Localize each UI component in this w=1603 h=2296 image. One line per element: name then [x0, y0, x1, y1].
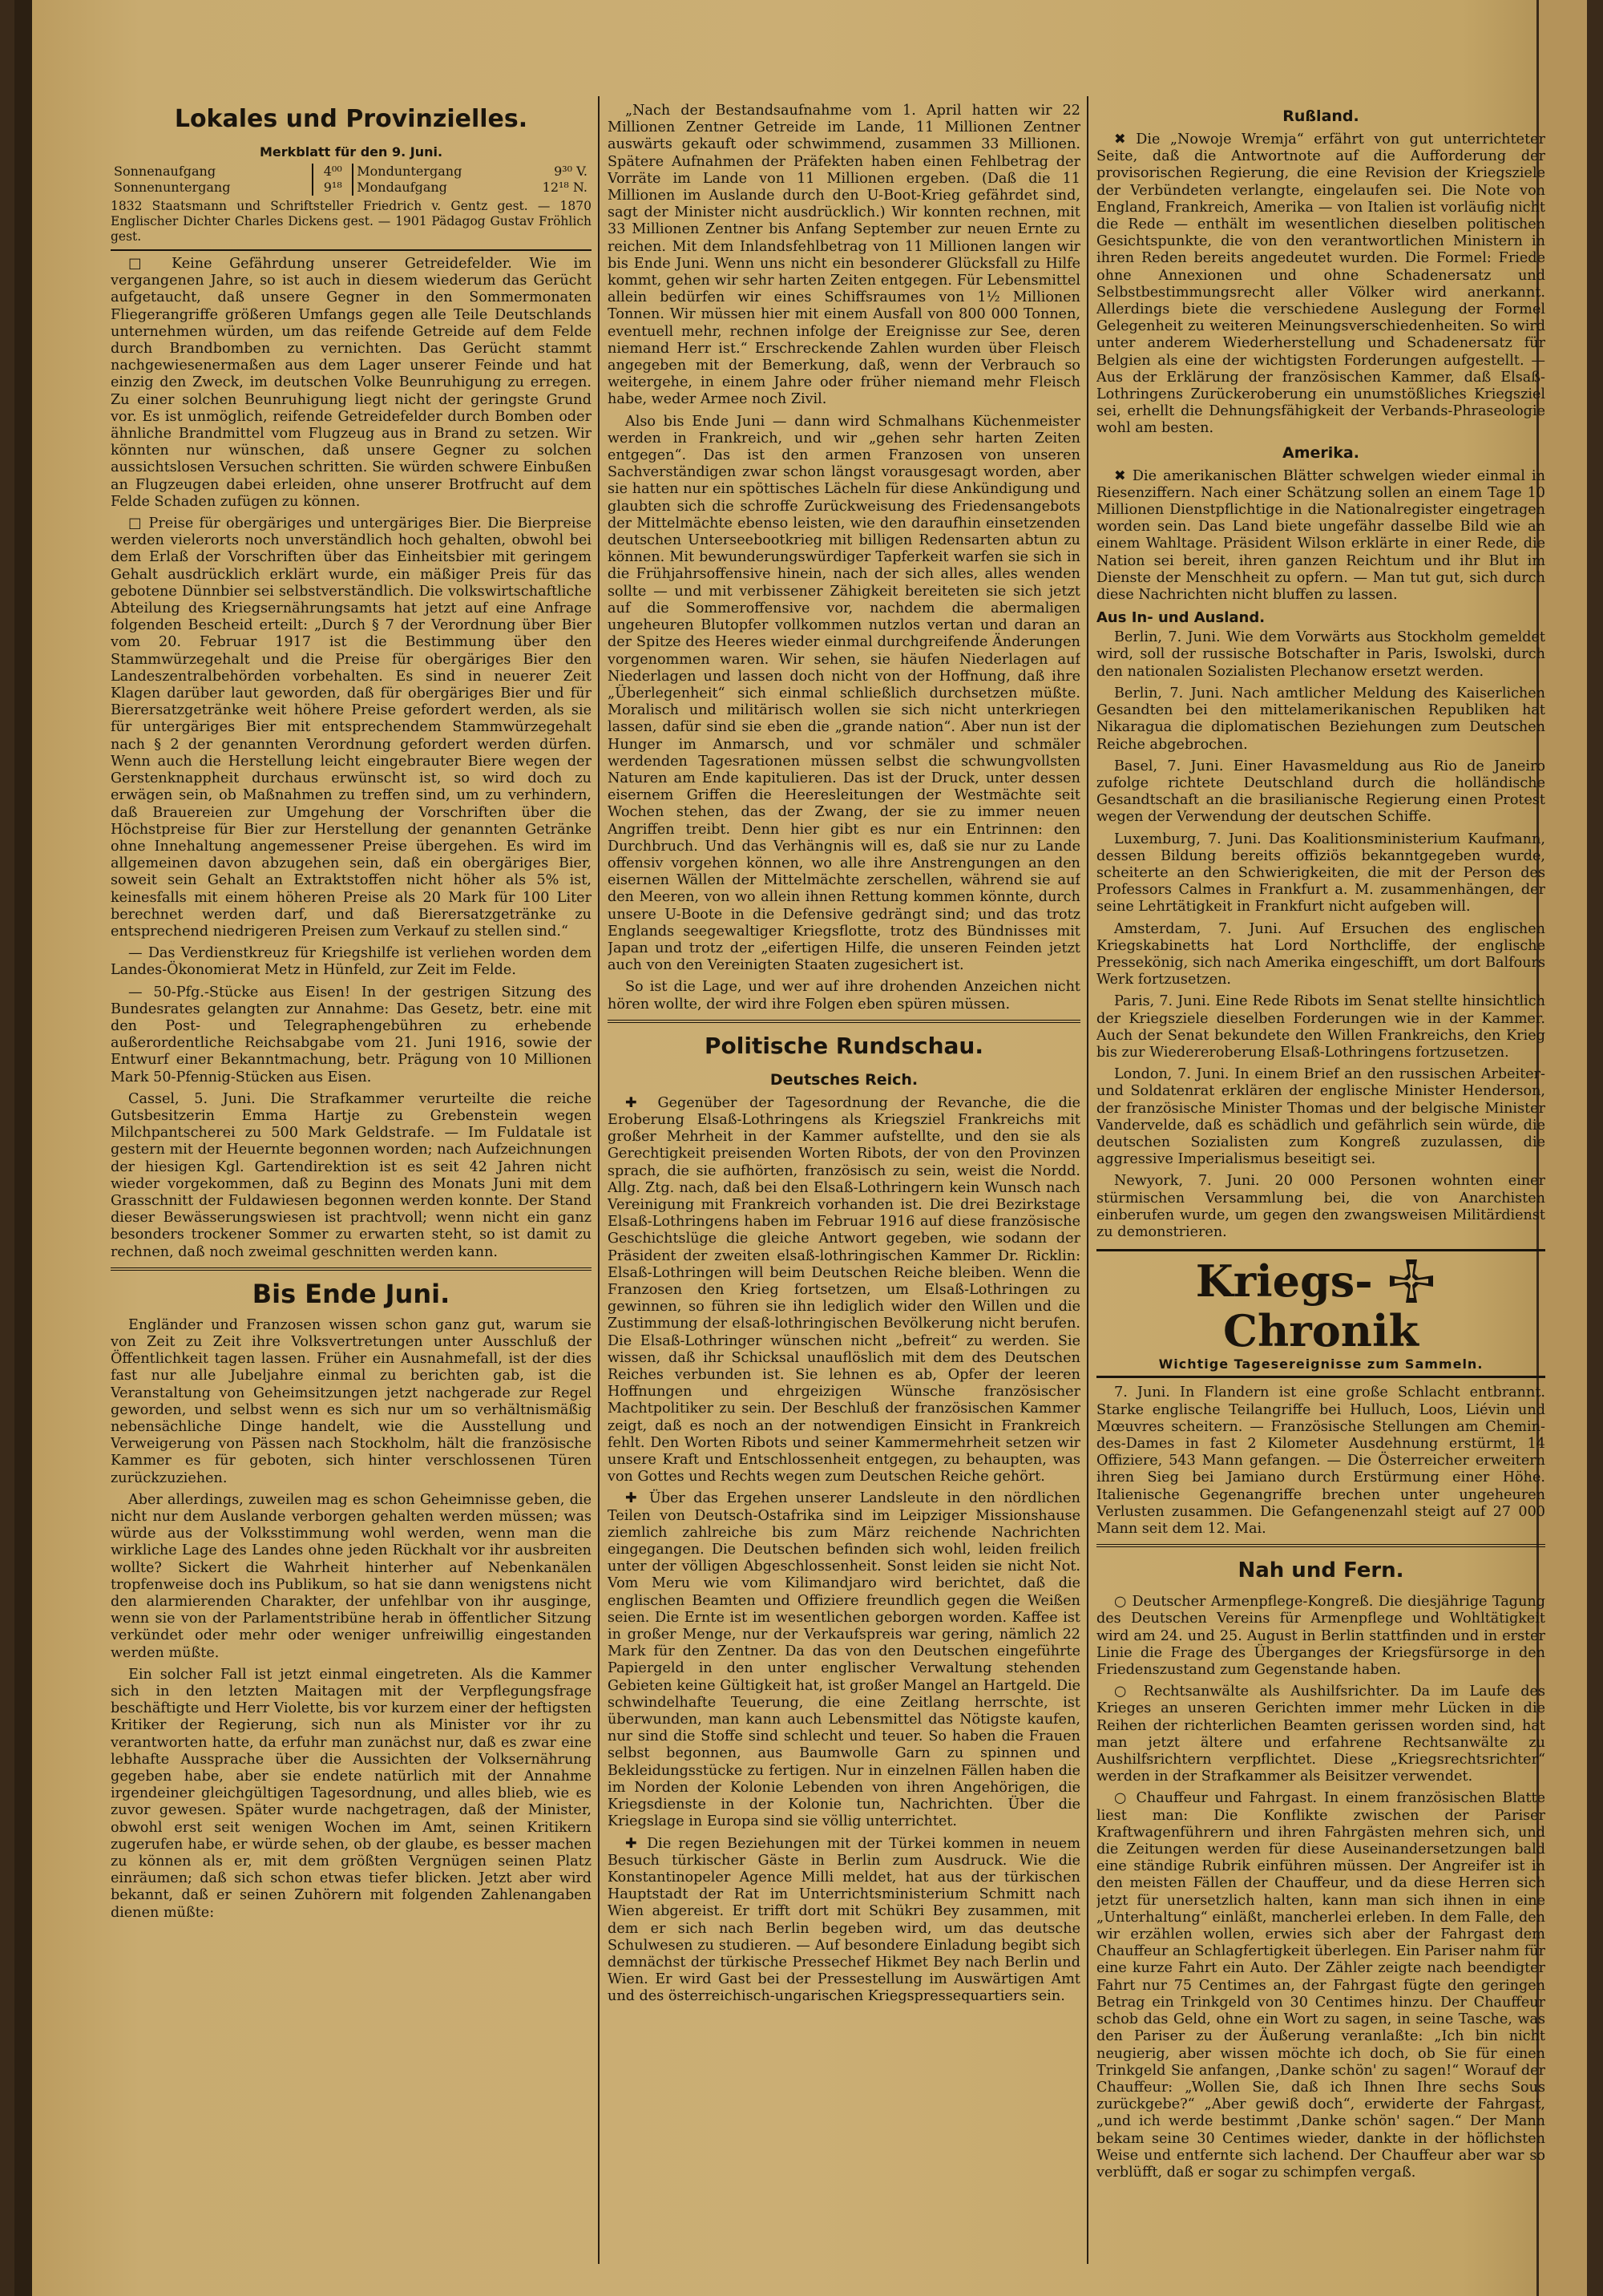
article-paragraph: ✚ Über das Ergehen unserer Landsleute in den nördlichen Teilen von Deutsch-Ostafrika sind im Leipziger Missionshause ziemlich zahlreiche bis zum März reichende Nachrichten eingegangen. Die Deutschen befinden sich wohl, leiden freilich unter der völligen Abgeschlossenheit. Sonst leiden sie nicht Not. Vom Meru wie vom Kilimandjaro wird berichtet, daß die englischen Beamten und Offiziere freundlich gegen die Weißen seien. Die Ernte ist im wesentlichen geborgen worden. Kaffee ist in großer Menge, nur der Verkaufspreis war gering, nämlich 22 Mark für den Zentner. Da das von den Deutschen eingeführte Papiergeld in den unter englischer Verwaltung stehenden Gebieten keine Gültigkeit hat, ist großer Mangel an Hartgeld. Die schwindelhafte Teuerung, die eine Zeitlang herrschte, ist überwunden, man kann auch Lebensmittel das Nötigste kaufen, nur sind die Stoffe sind schlecht und teuer. So haben die Frauen selbst begonnen, aus Baumwolle Garn zu spinnen und Bekleidungsstücke zu fertigen. Nur in einzelnen Fällen haben die im Norden der Kolonie Lebenden von ihren Angehörigen, die Kriegsdienste in der Kolonie tun, Nachrichten. Über die Kriegslage in Europa sind sie völlig unterrichtet. — [608, 1490, 1080, 1830]
section-title: Aus In- und Ausland. — [1096, 609, 1266, 627]
iron-cross-icon — [1388, 1258, 1435, 1304]
article-paragraph: ✖ Die „Nowoje Wremja“ erfährt von gut unterrichteter Seite, daß die Antwortnote auf die Aufforderung der provisorischen Regierung, die eine Revision der Kriegsziele der Verbündeten verlangte, eingelaufen sei. Die Note von England, Frankreich, Amerika — von Italien ist vorläufig nicht die Rede — enthält im wesentlichen dieselben politischen Gesichtspunkte, die von den verantwortlichen Ministern in ihren Reden bereits angedeutet wurden. Die Formel: Friede ohne Annexionen und ohne Schadenersatz und Selbstbestimmungsrecht aller Völker wird anerkannt. Allerdings biete die verschiedene Auslegung der Formel Gelegenheit zu weiteren Meinungsverschiedenheiten. So wird unter anderem Wiederherstellung und Schadenersatz für Belgien als eine der wichtigsten Forderungen aufgestellt. — Aus der Erklärung der französischen Kammer, daß Elsaß-Lothringens Zurückeroberung ein unumstößliches Kriegsziel sei, erhellt die Dehnungsfähigkeit der Verbands-Phraseologie wohl am besten. — [1096, 131, 1545, 437]
article-paragraph: ✚ Gegenüber der Tagesordnung der Revanche, die die Eroberung Elsaß-Lothringens als Kriegsziel Frankreichs mit großer Mehrheit in der Kammer aufstellte, und den sie als Gerechtigkeit preisenden Worten Ribots, der von den Provinzen sprach, die sie aufhörten, französisch zu sein, weist die Nordd. Allg. Ztg. nach, daß bei den Elsaß-Lothringern kein Wunsch nach Vereinigung mit Frankreich vorhanden ist. Die drei Bezirkstage Elsaß-Lothringens haben im Februar 1916 auf diese französische Geschichtslüge die gleiche Antwort gegeben, wie sodann der Präsident der zweiten elsaß-lothringischen Kammer Dr. Ricklin: Elsaß-Lothringen will beim Deutschen Reiche bleiben. Wenn die Franzosen den Krieg fortsetzen, um Elsaß-Lothringen zu gewinnen, so führen sie ihn lediglich wider den Willen und die Zustimmung der elsaß-lothringischen Bevölkerung nicht berufen. Die Elsaß-Lothringer wünschen nicht „befreit“ zu werden. Sie wissen, daß ihr Schicksal unauflöslich mit dem des Deutschen Reiches verbunden ist. Sie lehnen es ab, Opfer der leeren Hoffnungen und ehrgeizigen Wünsche französischer Machtpolitiker zu sein. Der Beschluß der französischen Kammer zeigt, daß es noch an der notwendigen Einsicht in Frankreich fehlt. Den Worten Ribots und seiner Kammermehrheit setzen wir unsere Kraft und Entschlossenheit entgegen, zu behaupten, was von Gottes und Rechts wegen zum Deutschen Reiche gehört. — [608, 1094, 1080, 1486]
moon-time: 12¹⁸ N. — [542, 180, 587, 195]
newspaper-page — [14, 0, 1587, 2296]
news-item: Basel, 7. Juni. Einer Havasmeldung aus Rio de Janeiro zufolge richtete Deutschland durch die holländische Gesandtschaft an die brasilianische Regierung einen Protest wegen der Verwendung der deutschen Schiffe. — [1096, 758, 1545, 826]
moon-label: Mondaufgang — [357, 180, 447, 195]
divider — [1096, 1544, 1545, 1547]
moon-time: 9³⁰ V. — [554, 164, 587, 179]
anniversaries: 1832 Staatsmann und Schriftsteller Friedrich v. Gentz gest. — 1870 Englischer Dichter Charles Dickens gest. — 1901 Pädagog Gustav Fröhlich gest. — [111, 199, 592, 244]
column-rule — [1087, 96, 1088, 2264]
sun-time: 9¹⁸ — [313, 180, 353, 196]
divider — [608, 1020, 1080, 1023]
chronik-title-right: Chronik — [1223, 1305, 1419, 1357]
chronik-title-left: Kriegs- — [1195, 1255, 1373, 1308]
column-rule — [598, 96, 600, 2264]
article-paragraph: □ Keine Gefährdung unserer Getreidefelder. Wie im vergangenen Jahre, so ist auch in diesem wiederum das Gerücht aufgetaucht, daß unsere Gegner in den Sommermonaten Fliegerangriffe größeren Umfangs gegen alle Teile Deutschlands unternehmen würden, um das reifende Getreide auf dem Felde durch Brandbomben zu vernichten. Das Gerücht stammt nachgewiesenermaßen aus dem Lager unserer Feinde und hat einzig den Zweck, im deutschen Volke Beunruhigung zu erregen. Zu einer solchen Beunruhigung liegt nicht der geringste Grund vor. Es ist unmöglich, reifende Getreidefelder durch Bomben oder ähnliche Brandmittel vom Flugzeug aus in Brand zu setzen. Wir könnten nur wünschen, daß unsere Gegner zu solchen aussichtslosen Versuchen schritten. Sie würden schwere Einbußen an Flugzeugen dabei erleiden, ohne unserer Brotfrucht auf dem Felde Schaden zufügen zu können. — [111, 256, 592, 510]
article-paragraph: ○ Chauffeur und Fahrgast. In einem französischen Blatte liest man: Die Konflikte zwischen der Pariser Kraftwagenführern und ihren Fahrgästen mehren sich, und die Zeitungen werden für diese Auseinandersetzungen bald eine ständige Rubrik einführen müssen. Der Angreifer ist in den meisten Fällen der Chauffeur, und da diese Herren sich jetzt für unersetzlich halten, kann man sich ihnen in eine „Unterhaltung“ einläßt, mancherlei erleben. In dem Falle, den wir erzählen wollen, erwies sich aber der Fahrgast dem Chauffeur an Schlagfertigkeit überlegen. Ein Pariser nahm für eine kurze Fahrt ein Auto. Der Zähler zeigte nach beendigter Fahrt nur 75 Centimes an, der Fahrgast fügte den geringen Betrag ein Trinkgeld von 30 Centimes hinzu. Der Chauffeur schob das Geld, ohne ein Wort zu sagen, in seine Tasche, was den Pariser zu der Äußerung veranlaßte: „Ich bin nicht neugierig, aber wissen möchte ich doch, ob Sie für einen Trinkgeld Sie anfangen, ,Danke schön' zu sagen!“ Worauf der Chauffeur: „Wollen Sie, daß ich Ihnen Ihre sechs Sous zurückgebe?“ „Aber gewiß doch“, erwiderte der Fahrgast, „und ich werde bestimmt ,Danke schön' sagen.“ Der Mann bekam seine 30 Centimes wieder, dankte in der höflichsten Weise und entfernte sich lachend. Der Chauffeur aber war so verblüfft, daß er sogar zu schimpfen vergaß. — [1096, 1790, 1545, 2181]
sun-label: Sonnenuntergang — [114, 180, 231, 195]
article-paragraph: Also bis Ende Juni — dann wird Schmalhans Küchenmeister werden in Frankreich, und wir „gehen sehr harten Zeiten entgegen“. Das ist den armen Franzosen von unseren Sachverständigen zwar schon längst vorausgesagt worden, aber sie hatten nur ein spöttisches Lächeln für diese Ankündigung und glaubten sich die schroffe Zurückweisung des Friedensangebots der Mittelmächte ebenso leisten, wie den daraufhin einsetzenden deutschen Unterseebootkrieg mit billigen Redensarten abtun zu können. Mit bewunderungswürdiger Tapferkeit warfen sie sich in die Frühjahrsoffensive hinein, nach der sich alles, alles wenden sollte — und mit verbissener Zähigkeit bereiteten sie sich jetzt auf die Sommeroffensive vor, nachdem die abermaligen ungeheuren Blutopfer vollkommen nutzlos vertan und daran an der Spitze des Heeres wieder einmal durchgreifende Änderungen vorgenommen waren. Wir sehen, sie häufen Niederlagen auf Niederlagen und lassen doch nicht von der Hoffnung, daß ihre „Überlegenheit“ sich einmal schließlich durchsetzen müßte. Moralisch und militärisch wollen sie sich nicht unterkriegen lassen, dafür sind sie eben die „grande nation“. Aber nun ist der Hunger im Anmarsch, und vor schmäler und schmäler werdenden Tagesrationen müssen selbst die schwungvollsten Naturen am Ende kapitulieren. Das ist der Druck, unter dessen eisernem Griffen die Heeresleitungen der Westmächte seit Wochen stehen, das der Zwang, der sie zu immer neuen Angriffen treibt. Denn hier gibt es nur ein Entrinnen: den Durchbruch. Und das Verhängnis will es, daß sie nur zu Lande offensiv vorgehen können, wo alle ihre Anstrengungen an den eisernen Wällen der Mittelmächte zerschellen, während sie auf den Meeren, von wo allein ihnen Rettung kommen könnte, durch unsere U-Boote in die Defensive gedrängt sind; und das trotz Englands seegewaltiger Kriegsflotte, trotz des Bündnisses mit Japan und trotz der „eifertigen Hilfe, die unseren Feinden jetzt auch von den Vereinigten Staaten zugesichert ist. — [608, 413, 1080, 974]
news-item: Berlin, 7. Juni. Nach amtlicher Meldung des Kaiserlichen Gesandten bei den mittelamerikanischen Republiken hat Nikaragua die diplomatischen Beziehungen zum Deutschen Reiche abgebrochen. — [1096, 685, 1545, 753]
chronik-subtitle: Wichtige Tagesereignisse zum Sammeln. — [1158, 1356, 1484, 1372]
article-paragraph: So ist die Lage, und wer auf ihre drohenden Anzeichen nicht hören wollte, der wird ihre Folgen eben spüren müssen. — [608, 979, 1080, 1013]
divider — [111, 249, 592, 251]
sun-label: Sonnenaufgang — [114, 164, 216, 179]
section-title: Rußland. — [1282, 107, 1359, 125]
article-paragraph: Aber allerdings, zuweilen mag es schon Geheimnisse geben, die nicht nur dem Auslande verborgen gehalten werden müssen; was würde aus der Volksstimmung wohl werden, wenn man die wirkliche Lage des Landes ohne jeden Rückhalt vor ihr ausbreiten wollte? Sickert die Wahrheit hinterher auf Nebenkanälen tropfenweise doch ins Publikum, so hat sie dann wenigstens nicht den alarmierenden Charakter, der unfehlbar von ihr ausginge, wenn sie von der Parlamentstribüne herab in öffentlicher Sitzung verkündet oder mehr oder weniger unfreiwillig eingestanden werden müßte. — [111, 1491, 592, 1661]
column-foreign-news — [1096, 103, 1545, 2264]
sun-moon-table — [111, 164, 592, 196]
merkblatt-heading: Merkblatt für den 9. Juni. — [259, 144, 443, 160]
article-paragraph: Engländer und Franzosen wissen schon ganz gut, warum sie von Zeit zu Zeit ihre Volksvertretungen unter Ausschluß der Öffentlichkeit tagen lassen. Früher ein Ausnahmefall, ist der dies fast nur alle Jubeljahre einmal zu berichten gab, ist die Veranstaltung von Geheimsitzungen jetzt nachgerade zur Regel geworden, und selbst wenn es sich nur um so verhältnismäßig nebensächliche Dinge handelt, wie die Ausstellung und Verweigerung von Pässen nach Stockholm, hält die französische Kammer es für geboten, sich hinter verschlossenen Türen zurückzuziehen. — [111, 1316, 592, 1486]
news-item: Newyork, 7. Juni. 20 000 Personen wohnten einer stürmischen Versammlung bei, die von Anarchisten einberufen wurde, um gegen den zwangsweisen Militärdienst zu demonstrieren. — [1096, 1173, 1545, 1240]
section-title: Nah und Fern. — [1238, 1558, 1404, 1583]
article-paragraph: ✖ Die amerikanischen Blätter schwelgen wieder einmal in Riesenziffern. Nach einer Schätzung sollen an einem Tage 10 Millionen Dienstpflichtige in die Nationalregister eingetragen worden sein. Das Land biete ungefähr dasselbe Bild wie an einem Wahltage. Präsident Wilson erklärte in einer Rede, die Nation sei bereit, ihren ganzen Reichtum und ihr Blut im Dienste der Menschheit zu opfern. — Man tut gut, sich durch diese Nachrichten nicht bluffen zu lassen. — [1096, 467, 1545, 604]
moon-label: Monduntergang — [357, 164, 462, 179]
article-paragraph: □ Preise für obergäriges und untergäriges Bier. Die Bierpreise werden vielerorts noch unverständlich hoch gehalten, obwohl bei dem Erlaß der Vorschriften über das Einheitsbier mit geringem Gehalt ausdrücklich erklärt wurde, ein mäßiger Preis für das gebotene Dünnbier sei selbstverständlich. Die volkswirtschaftliche Abteilung des Kriegsernährungsamts hat jetzt auf eine Anfrage folgenden Bescheid erteilt: „Durch § 7 der Verordnung über Bier vom 20. Februar 1917 ist die Bestimmung über den Stammwürzegehalt und die Preise für obergäriges Bier den Landeszentralbehörden vorbehalten. Es sind in neuerer Zeit Klagen darüber laut geworden, daß für obergäriges Bier und für Bierersatzgetränke weit höhere Preise gefordert werden, als sie für untergäriges Bier mit entsprechendem Stammwürzegehalt nach § 2 der genannten Verordnung gefordert werden dürfen. Wenn auch die Herstellung leicht eingebrauter Biere wegen der Gerstenknappheit durchaus erwünscht ist, so wird doch zu erwägen sein, ob Maßnahmen zu treffen sind, um zu verhindern, daß Brauereien zur Umgehung der Vorschriften über die Höchstpreise für Bier zur Herstellung der genannten Getränke ohne Innehaltung angemessener Preise übergehen. Es wird im allgemeinen davon abzugehen sein, daß ein obergäriges Bier, soweit sein Gehalt an Extraktstoffen nicht höher als 5% ist, keinesfalls mit einem höheren Preise als 20 Mark für 100 Liter berechnet werden darf, und daß Bierersatzgetränke zu entsprechend niedrigeren Preisen zum Verkauf zu stellen sind.“ — [111, 515, 592, 940]
article-paragraph: Ein solcher Fall ist jetzt einmal eingetreten. Als die Kammer sich in den letzten Maitagen mit der Verpflegungsfrage beschäftigte und Herr Violette, bis vor kurzem einer der heftigsten Kritiker der Regierung, sich nun als Minister vor ihr zu verantworten hatte, da erfuhr man zunächst nur, daß es zwar eine lebhafte Aussprache über die Aussichten der Volksernährung gegeben habe, aber sie endete natürlich mit der Annahme irgendeiner gleichgültigen Tagesordnung, und alles blieb, wie es zuvor gewesen. Später wurde nachgetragen, daß der Minister, obwohl erst seit wenigen Wochen im Amt, seinen Kritikern zugerufen habe, er würde sehen, ob der glaube, es besser machen zu können als er, mit dem größten Vergnügen seinen Platz einräumen; daß sich schon etwas tiefer blicken. Jetzt aber wird bekannt, daß er seinen Zuhörern mit folgenden Zahlenangaben dienen müßte: — [111, 1666, 592, 1921]
article-title: Bis Ende Juni. — [252, 1278, 450, 1309]
news-item: London, 7. Juni. In einem Brief an den russischen Arbeiter- und Soldatenrat erklären der englische Minister Henderson, der französische Minister Thomas und der belgische Minister Vandervelde, daß es schädlich und gefährlich sein würde, die deutschen Sozialisten zum Kongreß zuzulassen, die aggressive Imperialismus beseitigt sei. — [1096, 1066, 1545, 1168]
column-local-news — [111, 103, 592, 2264]
article-paragraph: ✚ Die regen Beziehungen mit der Türkei kommen in neuem Besuch türkischer Gäste in Berlin zum Ausdruck. Wie die Konstantinopeler Agence Milli meldet, hat aus der türkischen Hauptstadt der Rat im Unterrichtsministerium Schmitt nach Wien abgereist. Er trifft dort mit Schükri Bey zusammen, mit dem er sich nach Berlin begeben wird, um das deutsche Schulwesen zu studieren. — Auf besondere Einladung begibt sich demnächst der türkische Pressechef Hikmet Bey nach Berlin und Wien. Er wird Gast bei der Pressestellung im Auswärtigen Amt und des österreichisch-ungarischen Kriegspressequartiers sein. — [608, 1835, 1080, 2005]
news-item: Berlin, 7. Juni. Wie dem Vorwärts aus Stockholm gemeldet wird, soll der russische Botschafter in Paris, Iswolski, durch den nationalen Sozialisten Plechanow ersetzt werden. — [1096, 629, 1545, 680]
news-item: Paris, 7. Juni. Eine Rede Ribots im Senat stellte hinsichtlich der Kriegsziele dieselben Forderungen wie in der Kammer. Auch der Senat bekundete den Willen Frankreichs, den Krieg bis zur Wiedereroberung Elsaß-Lothringens fortzusetzen. — [1096, 993, 1545, 1061]
article-paragraph: 7. Juni. In Flandern ist eine große Schlacht entbrannt. Starke englische Teilangriffe bei Hulluch, Loos, Liévin und Mœuvres scheitern. — Französische Stellungen am Chemin-des-Dames in fast 2 Kilometer Ausdehnung erstürmt, 14 Offiziere, 543 Mann gefangen. — Die Österreicher erweitern ihren Sieg bei Jamiano durch Erstürmung einer Höhe. Italienische Gegenangriffe brechen unter ungeheuren Verlusten zusammen. Die Gefangenenzahl steigt auf 27 000 Mann seit dem 12. Mai. — [1096, 1384, 1545, 1538]
news-item: Luxemburg, 7. Juni. Das Koalitionsministerium Kaufmann, dessen Bildung bereits offiziös bekanntgegeben wurde, scheiterte an den Schwierigkeiten, die mit der Person des Professors Calmes in Frankfurt a. M. zusammenhängen, der seine Lehrtätigkeit in Frankfurt nicht aufgeben will. — [1096, 831, 1545, 916]
kriegs-chronik-banner — [1096, 1249, 1545, 1378]
article-paragraph: — 50-Pfg.-Stücke aus Eisen! In der gestrigen Sitzung des Bundesrates gelangten zur Annahme: Das Gesetz, betr. eine mit den Post- und Telegraphengebühren zu erhebende außerordentliche Reichsabgabe vom 21. Juni 1916, sowie der Entwurf einer Bekanntmachung, betr. Prägung von 10 Millionen Mark 50-Pfennig-Stücken aus Eisen. — [111, 984, 592, 1085]
page-binding — [14, 0, 32, 2296]
divider — [111, 1267, 592, 1271]
section-title: Lokales und Provinzielles. — [174, 105, 528, 133]
section-title: Amerika. — [1282, 443, 1359, 462]
column-politics — [608, 103, 1080, 2264]
article-paragraph: — Das Verdienstkreuz für Kriegshilfe ist verliehen worden dem Landes-Ökonomierat Metz in Hünfeld, zur Zeit im Felde. — [111, 945, 592, 979]
article-paragraph: ○ Rechtsanwälte als Aushilfsrichter. Da im Laufe des Krieges an unseren Gerichten immer mehr Lücken in die Reihen der richterlichen Beamten gerissen worden sind, hat man jetzt ältere und erfahrene Rechtsanwälte zu Aushilfsrichtern verpflichtet. Diese „Kriegsrechtsrichter“ werden in der Strafkammer als Beisitzer verwendet. — [1096, 1684, 1545, 1785]
article-paragraph: Cassel, 5. Juni. Die Strafkammer verurteilte die reiche Gutsbesitzerin Emma Hartje zu Grebenstein wegen Milchpantscherei zu 500 Mark Geldstrafe. — Im Fuldatale ist gestern mit der Heuernte begonnen worden; nach Aufzeichnungen der hiesigen Kgl. Gartendirektion ist es seit 42 Jahren nicht wieder vorgekommen, daß zu Beginn des Monats Juni mit dem Grasschnitt der Fuldawiesen begonnen werden konnte. Der Stand dieser Bewässerungswiesen ist prachtvoll; wenn nicht ein ganz besonders trockener Sommer zu erwarten steht, so ist damit zu rechnen, daß noch zweimal geschnitten werden kann. — [111, 1090, 592, 1260]
article-paragraph: ○ Deutscher Armenpflege-Kongreß. Die diesjährige Tagung des Deutschen Vereins für Armenpflege und Wohltätigkeit wird am 24. und 25. August in Berlin stattfinden und in erster Linie die Frage des Überganges der Kriegsfürsorge in den Friedenszustand zum Gegenstande haben. — [1096, 1594, 1545, 1679]
news-item: Amsterdam, 7. Juni. Auf Ersuchen des englischen Kriegskabinetts hat Lord Northcliffe, der englische Pressekönig, sich nach Amerika eingeschifft, um dort Balfours Werk fortzusetzen. — [1096, 920, 1545, 988]
sun-time: 4⁰⁰ — [313, 164, 353, 180]
article-paragraph: „Nach der Bestandsaufnahme vom 1. April hatten wir 22 Millionen Zentner Getreide im Lande, 11 Millionen Zentner auswärts gekauft oder schwimmend, zusammen 33 Millionen. Spätere Aufnahmen der Präfekten haben einen Fehlbetrag der Vorräte im Lande von 11 Millionen ergeben. (Daß die 11 Millionen im Auslande durch den U-Boot-Krieg gefährdet sind, sagt der Minister nicht ausdrücklich.) Wir konnten rechnen, mit 33 Millionen Zentner bis Anfang September zur neuen Ernte zu reichen. Mit dem Inlandsfehlbetrag von 11 Millionen langen wir bis Ende Juni. Wenn uns nicht ein besonderer Glücksfall zu Hilfe kommt, gehen wir sehr harten Zeiten entgegen. Für Lebensmittel allein bedürfen wir eines Schiffsraumes von 1½ Millionen Tonnen. Wir müssen hier mit einem Ausfall von 800 000 Tonnen, eventuell mehr, rechnen infolge der Ereignisse zur See, deren niemand Herr ist.“ Erschreckende Zahlen wurden über Fleisch angegeben mit der Bemerkung, daß, wenn der Verbrauch so weitergehe, in einem Jahre oder früher niemand mehr Fleisch habe, weder Armee noch Zivil. — [608, 103, 1080, 408]
section-title: Politische Rundschau. — [704, 1032, 983, 1059]
section-subtitle: Deutsches Reich. — [769, 1070, 919, 1089]
